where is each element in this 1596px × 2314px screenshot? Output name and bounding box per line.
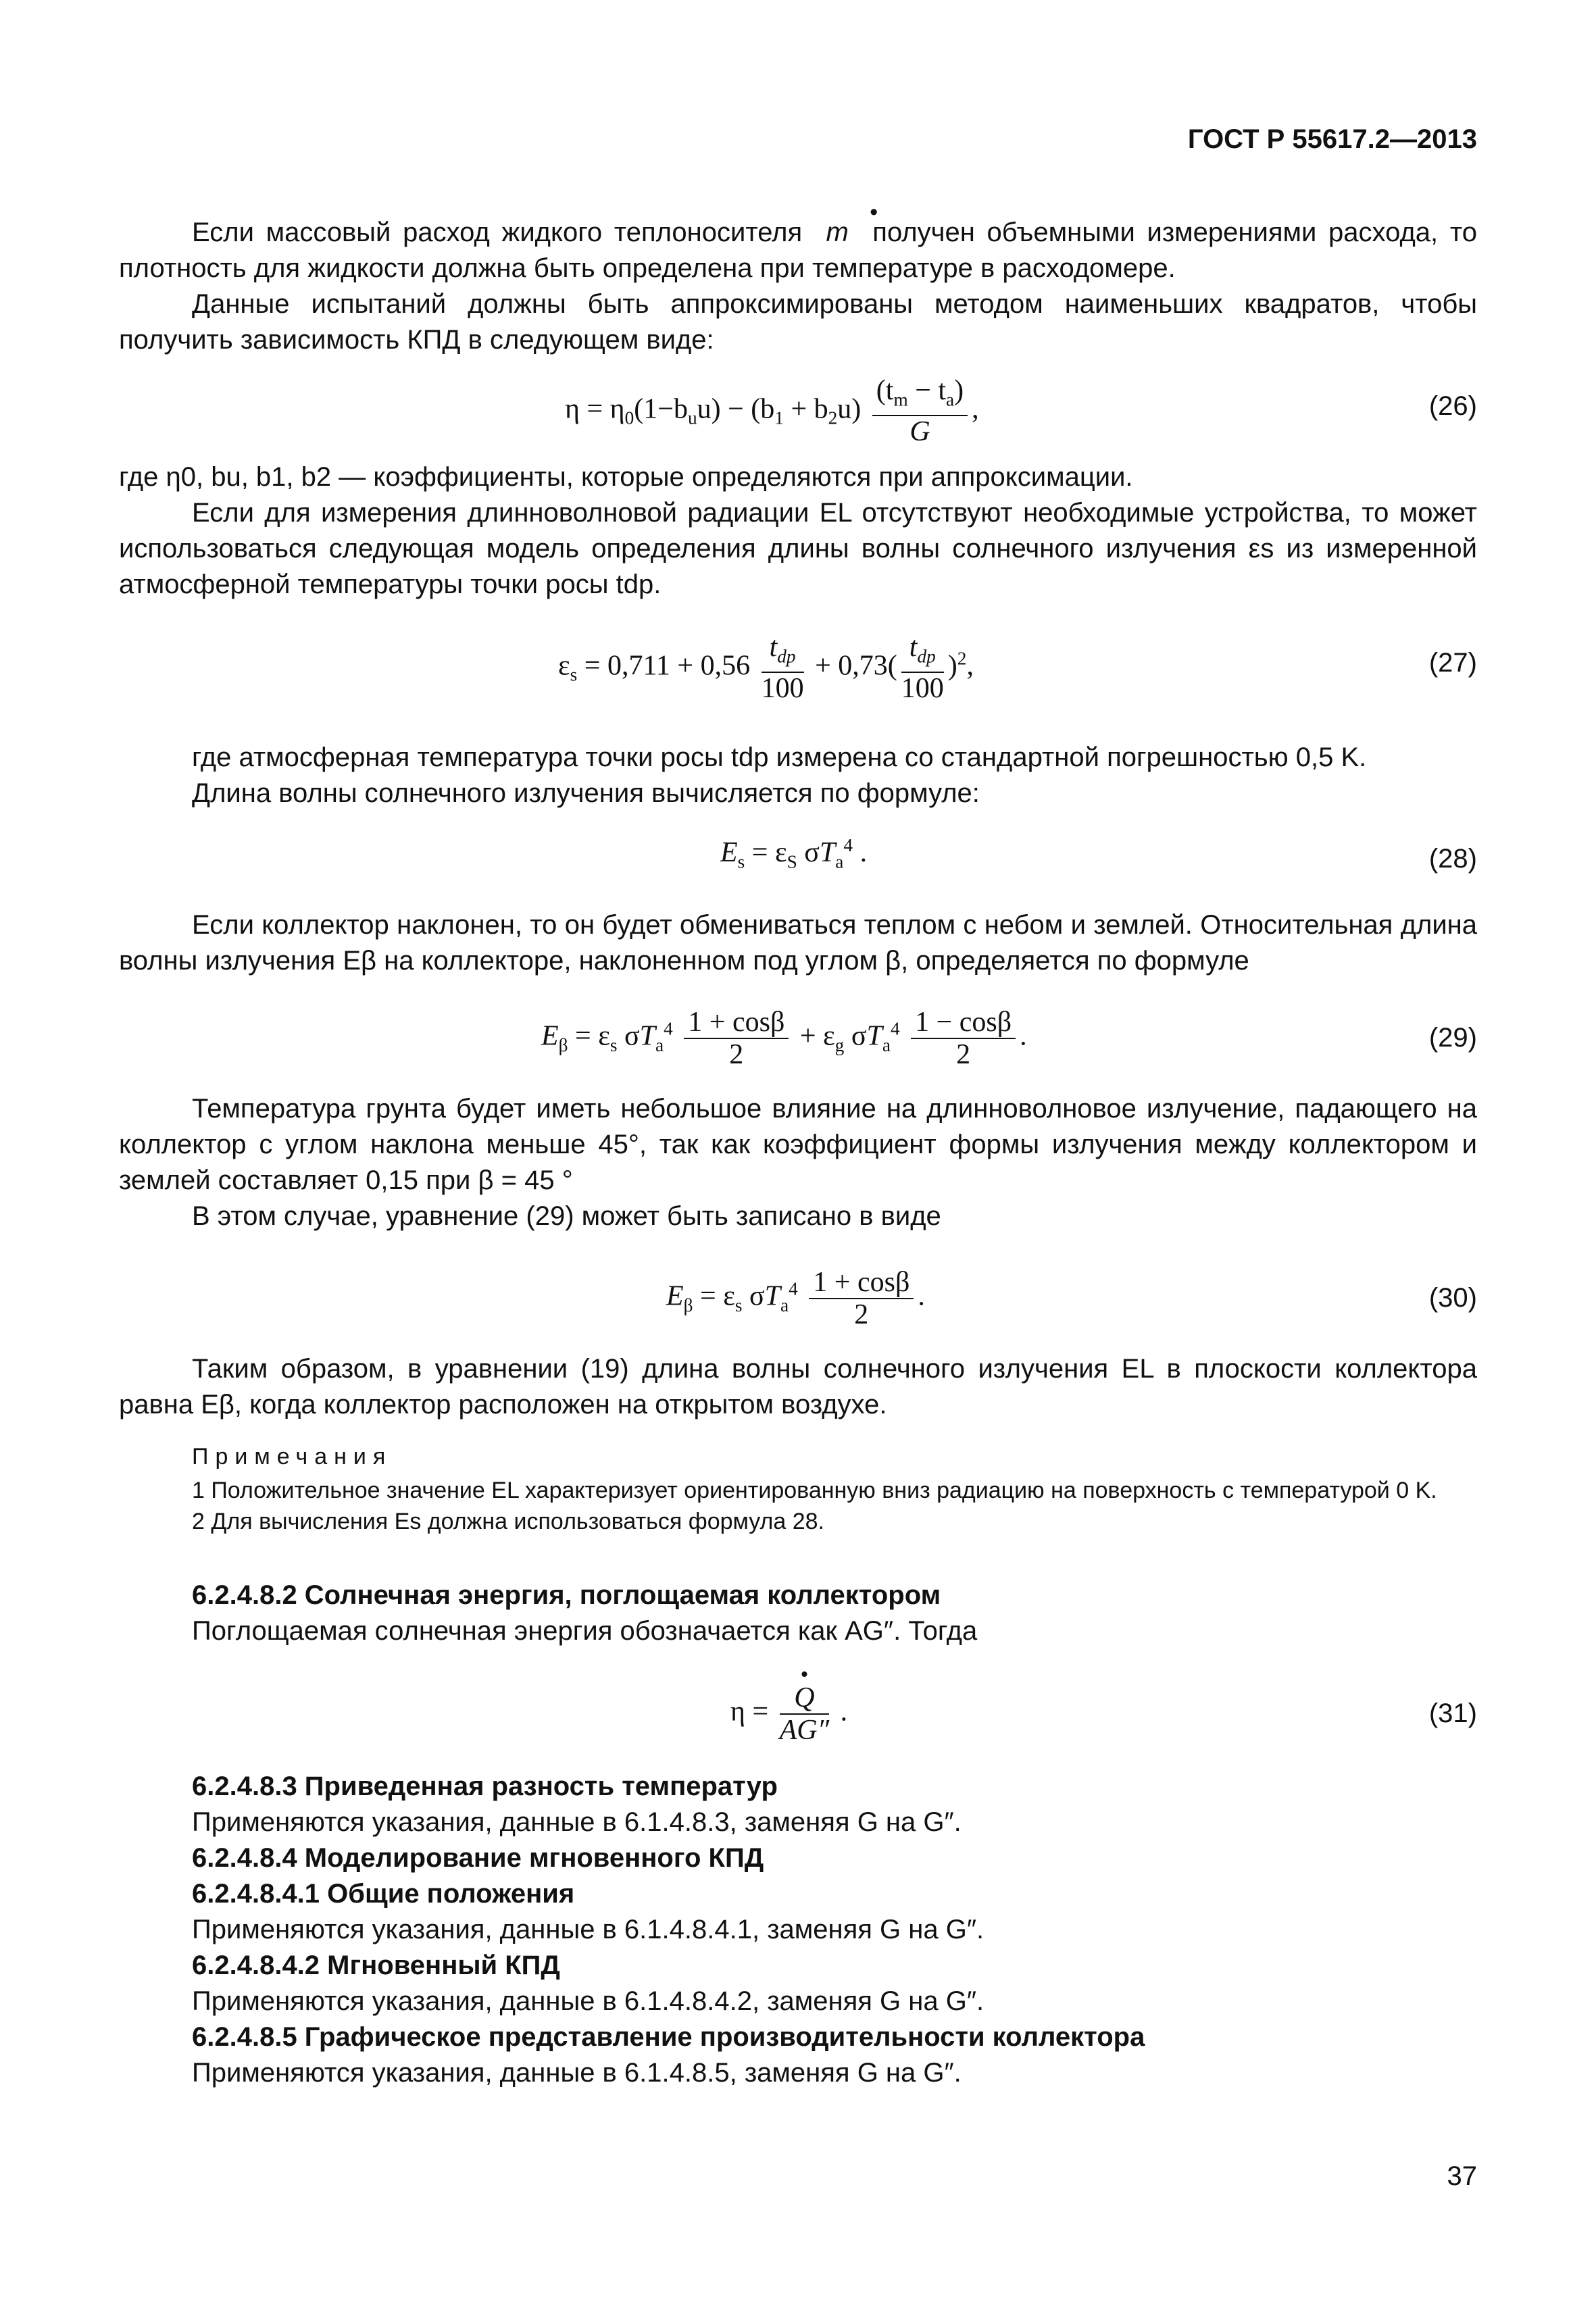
paragraph-ground: Температура грунта будет иметь небольшое влияние на длинноволновое излучение, падающего на коллектор с углом наклона меньше 45°, так как коэффициент формы излучения между коллектором и землей составляет 0,15 при β = 45 ° В этом случае, уравнение (29) может быть записано в виде [119,1094,1477,1231]
equation-30: $E_\beta = \varepsilon_s$ $\sigma T_a^4$ $\frac{1 + \cos\beta}{2}$ . (30) [666,1267,1477,1330]
m-dot-symbol: • m [826,218,849,247]
equation-number: (28) [1428,844,1477,874]
equation-number: (31) [1428,1699,1477,1728]
text-run: получен объемными измерениями расхода, то плотность для жидкости должна быть определена при температуре в расходомере. [119,218,1477,283]
equation-number: (27) [1428,648,1477,678]
equation-29: $E_\beta = \varepsilon_s$ $\sigma T_a^4$ $\frac{1 + \cos\beta}{2}$ + $\varepsilon_g$ $\sigma T_a^4$ $\frac{1 - \cos\beta}{2}$ . (29) [541,1007,1477,1070]
sections-list: 6.2.4.8.3 Приведенная разность температур Применяются указания, данные в 6.1.4.8.3, заменяя G на G″. 6.2.4.8.4 Моделирование мгновенного КПД 6.2.4.8.4.1 Общие положения Применяются указания, данные в 6.1.4.8.4.1, заменяя G на G″. 6.2.4.8.4.2 Мгновенный КПД Применяются указания, данные в 6.1.4.8.4.2, заменяя G на G″. 6.2.4.8.5 Графическое представление производительности коллектора Применяются указания, данные в 6.1.4.8.5, заменяя G на G″. [192,1771,1145,2088]
paragraph-long-wave: Если для измерения длинноволновой радиации EL отсутствуют необходимые устройства, то может использоваться следующая модель определения длины волны солнечного излучения εs из измеренной атмосферной температуры точки росы tdp. [119,498,1477,599]
equation-number: (26) [1428,391,1477,421]
equation-28: $E_s = \varepsilon_S$ $\sigma T_a^4$ . (28) [119,828,1477,902]
paragraph-conclusion: Таким образом, в уравнении (19) длина волны солнечного излучения EL в плоскости коллектора равна Eβ, когда коллектор расположен на открытом воздухе. [119,1354,1477,1419]
equation-31: η = • $\frac{Q}{AG''}$ . (31) [119,1682,1477,1757]
paragraph-tilted: Если коллектор наклонен, то он будет обмениваться теплом с небом и землей. Относительная длина волны излучения Eβ на коллекторе, наклоненном под углом β, определяется по формуле [119,910,1477,976]
paragraph-least-squares: Данные испытаний должны быть аппроксимированы методом наименьших квадратов, чтобы получить зависимость КПД в следующем виде: [119,289,1477,355]
paragraph-dew-point: где атмосферная температура точки росы tdp измерена со стандартной погрешностью 0,5 K. Длина волны солнечного излучения вычисляется по формуле: [192,743,1367,808]
page-number: 37 [1447,2161,1477,2191]
fraction: $\frac{(t_m - t_a)}{G}$ [872,375,968,447]
equation-number: (29) [1428,1023,1477,1053]
notes-block: Примечания 1 Положительное значение EL характеризует ориентированную вниз радиацию на поверхность с температурой 0 K. 2 Для вычисления Es должна использоваться формула 28. [192,1444,1437,1534]
equation-26: $\eta = \eta_0(1-b_uu) - (b_1 + b_2u)$ $\frac{(t_m - t_a)}{G}$ , (26) [565,375,1477,448]
document-header: ГОСТ Р 55617.2—2013 [1187,124,1477,154]
paragraph-coefficients: где η0, bu, b1, b2 — коэффициенты, которые определяются при аппроксимации. Если для измерения длинноволновой радиации EL отсутствуют необходимые устройства, то может использоваться следующая модель определения длины волны солнечного излучения εs из измеренной атмосферной температуры точки росы tdp. [119,459,1477,603]
equation-number: (30) [1428,1283,1477,1313]
equation-27: $\varepsilon_s = 0,711 + 0,56$ $\frac{t_{dp}}{100}$ + 0,73( $\frac{t_{dp}}{100}$ )$^2$, (27) [558,632,1477,705]
paragraph-mass-flow [119,215,1477,358]
text-run: Если массовый расход жидкого теплоносителя [192,218,803,247]
section-6-2-4-8-2: 6.2.4.8.2 Солнечная энергия, поглощаемая коллектором Поглощаемая солнечная энергия обозначается как AG″. Тогда [192,1580,978,1646]
